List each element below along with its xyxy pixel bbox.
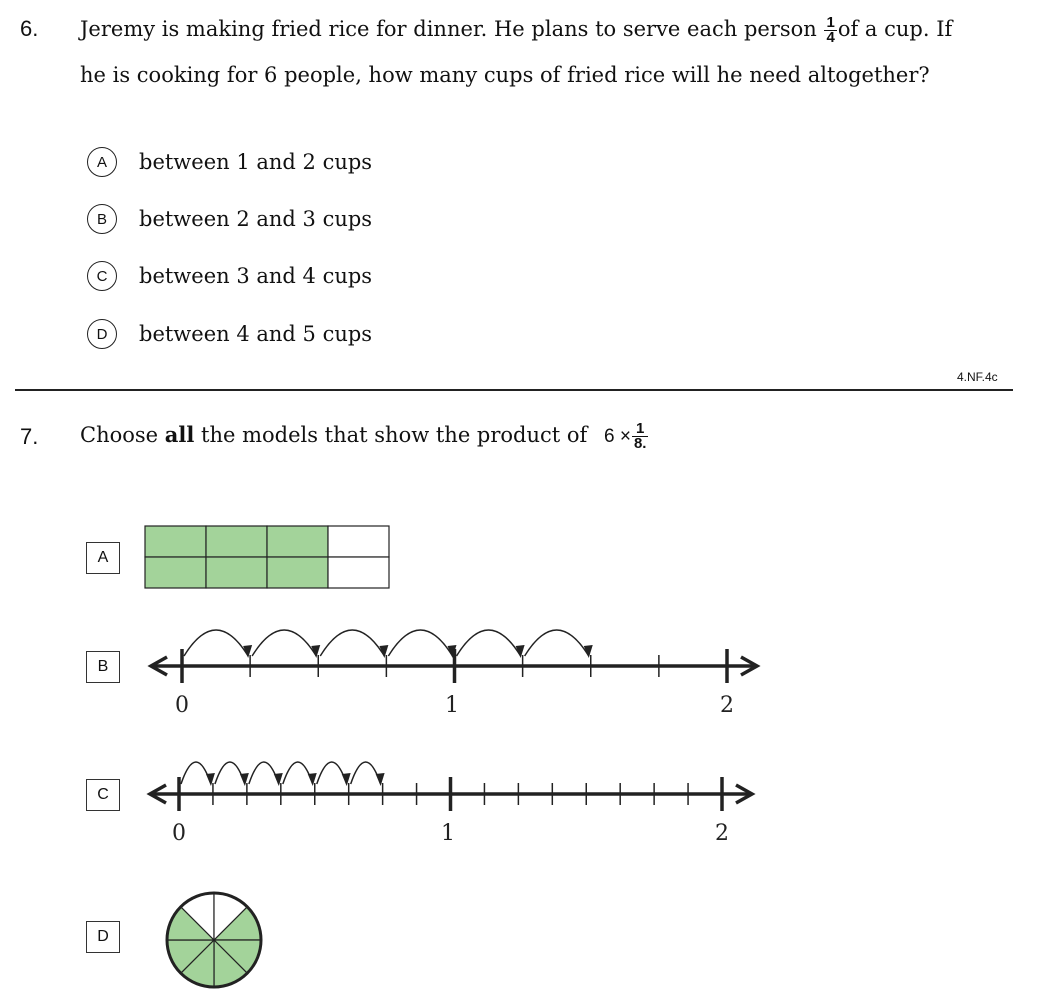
- q7-expression: [604, 420, 649, 453]
- model-b-tick-0: 0: [175, 693, 189, 718]
- model-d-circle: [162, 888, 266, 992]
- model-a-area-grid: [144, 525, 392, 591]
- choice-d-bubble[interactable]: D: [87, 319, 117, 349]
- jump-arc: [388, 630, 452, 656]
- q7-expr-left: 6 ×: [604, 426, 631, 447]
- model-c-tick-0: 0: [172, 821, 186, 846]
- jump-arc: [215, 762, 245, 784]
- q7-fraction: [632, 422, 649, 451]
- jump-arc: [457, 630, 521, 656]
- model-c-label[interactable]: C: [86, 779, 120, 811]
- q7-fraction-numerator: 1: [632, 422, 649, 437]
- choice-b-bubble[interactable]: B: [87, 204, 117, 234]
- jump-arc: [252, 630, 316, 656]
- model-d-slices: [167, 893, 261, 987]
- choice-c-bubble[interactable]: C: [87, 261, 117, 291]
- jump-arc: [351, 762, 381, 784]
- model-a-cells: [145, 526, 389, 588]
- choice-d[interactable]: [87, 317, 372, 351]
- model-c-tick-2: 2: [715, 821, 729, 846]
- grid-cell: [267, 526, 328, 557]
- q7-number: 7.: [20, 424, 39, 449]
- q7-question: [80, 412, 649, 460]
- grid-cell: [328, 557, 389, 588]
- model-c-line: [150, 762, 752, 811]
- jump-arc: [249, 762, 279, 784]
- grid-cell: [206, 526, 267, 557]
- section-divider: [15, 389, 1013, 391]
- jump-arc: [320, 630, 384, 656]
- q6-text-after: of a cup. If: [837, 17, 953, 41]
- jump-arc: [525, 630, 589, 656]
- q6-question: [80, 6, 1030, 98]
- choice-a[interactable]: [87, 145, 372, 179]
- choice-c-text: between 3 and 4 cups: [139, 264, 373, 288]
- choice-a-bubble[interactable]: A: [87, 147, 117, 177]
- model-c-tick-1: 1: [441, 821, 455, 846]
- grid-cell: [206, 557, 267, 588]
- choice-c[interactable]: [87, 259, 372, 293]
- q7-text-pre: Choose: [80, 423, 165, 447]
- grid-cell: [145, 526, 206, 557]
- q6-fraction: [824, 16, 836, 45]
- grid-cell: [328, 526, 389, 557]
- model-b-tick-2: 2: [720, 693, 734, 718]
- q7-text-bold: all: [164, 422, 195, 447]
- model-c-number-line: [145, 740, 765, 850]
- jump-arc: [184, 630, 248, 656]
- model-d-label[interactable]: D: [86, 921, 120, 953]
- q7-fraction-denominator: 8.: [633, 435, 647, 453]
- q6-text-before: Jeremy is making fried rice for dinner. He plans to serve each person: [80, 17, 817, 41]
- q6-choices: [87, 145, 372, 351]
- jump-arc: [317, 762, 347, 784]
- choice-d-text: between 4 and 5 cups: [139, 322, 373, 346]
- model-b-line: [151, 630, 757, 683]
- model-b-number-line: [145, 612, 765, 722]
- grid-cell: [145, 557, 206, 588]
- q6-fraction-denominator: 4: [826, 29, 835, 46]
- choice-a-text: between 1 and 2 cups: [139, 150, 373, 174]
- q7-text-post: the models that show the product of: [194, 423, 588, 447]
- q6-fraction-numerator: 1: [826, 14, 835, 31]
- jump-arc: [181, 762, 211, 784]
- choice-b-text: between 2 and 3 cups: [139, 207, 373, 231]
- grid-cell: [267, 557, 328, 588]
- jump-arc: [283, 762, 313, 784]
- q6-line2: he is cooking for 6 people, how many cups of fried rice will he need altogether?: [80, 63, 930, 87]
- choice-b[interactable]: [87, 202, 372, 236]
- q6-number: 6.: [20, 16, 39, 41]
- standard-label: 4.NF.4c: [957, 370, 998, 384]
- model-b-label[interactable]: B: [86, 651, 120, 683]
- model-a-label[interactable]: A: [86, 542, 120, 574]
- q6-line1: [80, 6, 1030, 52]
- model-b-tick-1: 1: [445, 693, 459, 718]
